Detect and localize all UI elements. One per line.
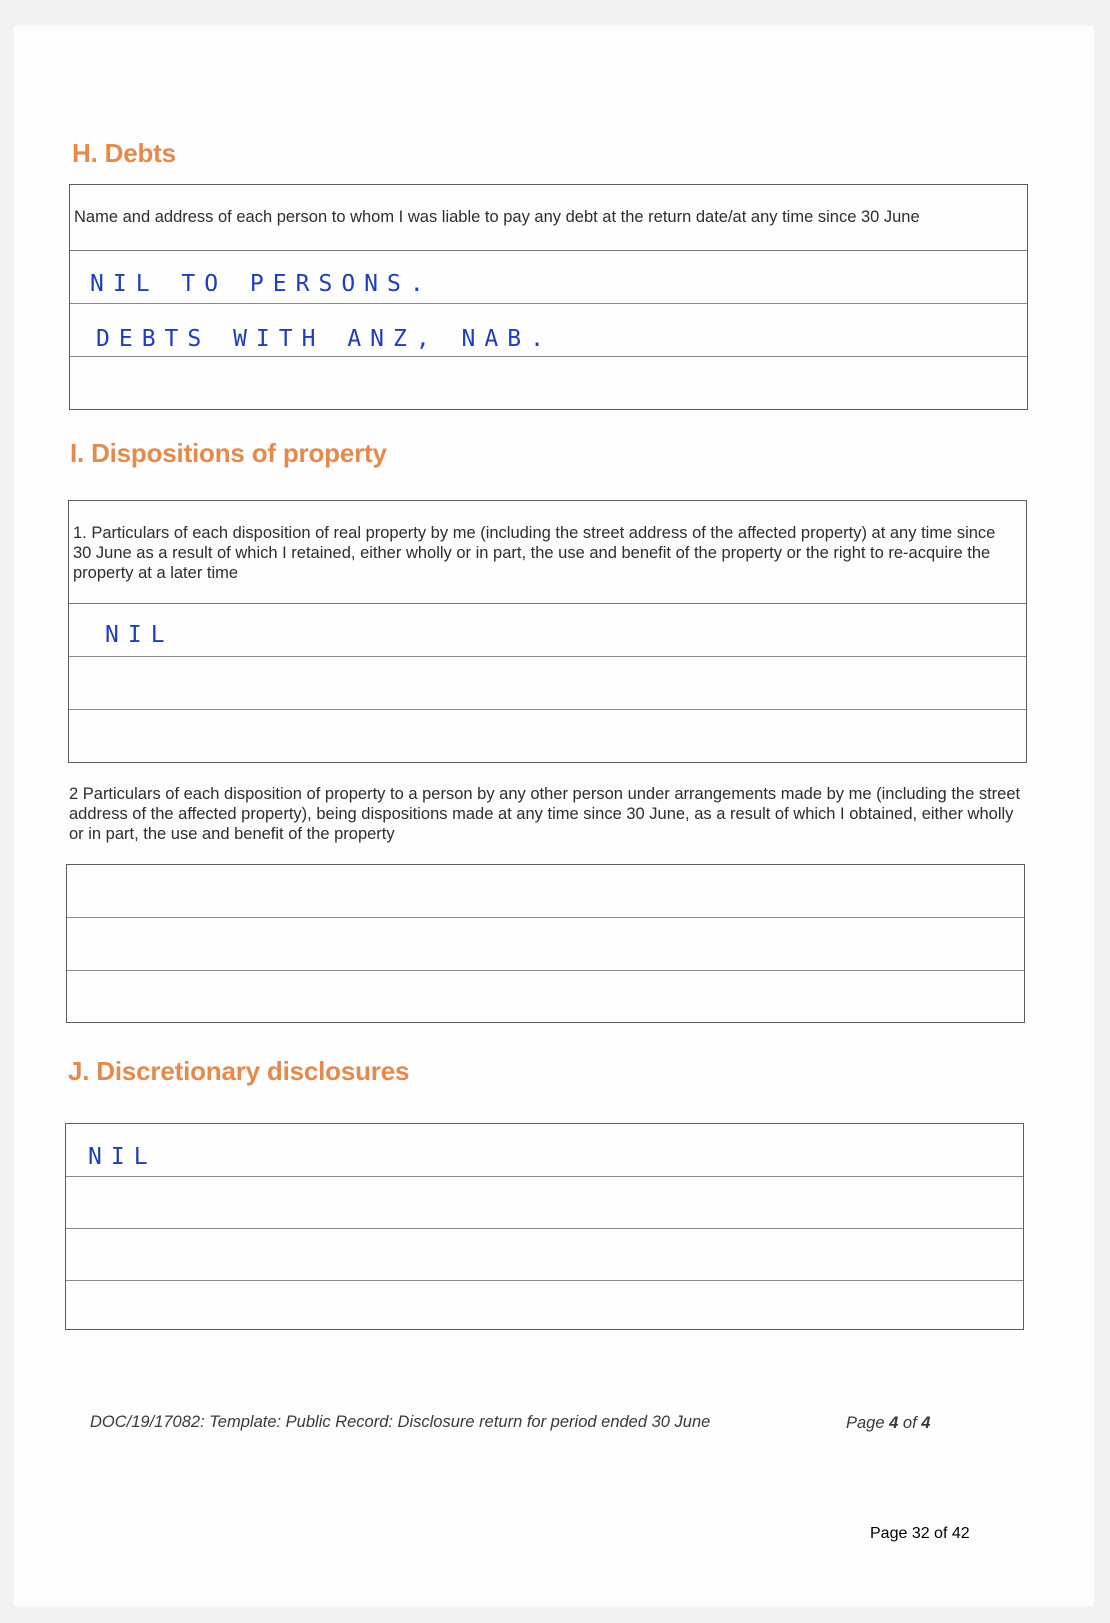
dispositions-q1-entry-1: NIL bbox=[105, 622, 174, 648]
footer-page-mid: of bbox=[898, 1414, 922, 1432]
dispositions-q1-row-2[interactable] bbox=[69, 657, 1026, 710]
footer-doc-reference: DOC/19/17082: Template: Public Record: Disclosure return for period ended 30 June bbox=[90, 1413, 711, 1431]
discretionary-entry-1: NIL bbox=[88, 1144, 157, 1170]
debts-prompt: Name and address of each person to whom I was liable to pay any debt at the return date/at any time since 30 June bbox=[70, 185, 1027, 251]
page-stamp: Page 32 of 42 bbox=[870, 1525, 970, 1542]
debts-entry-2: DEBTS WITH ANZ, NAB. bbox=[96, 326, 553, 352]
footer-page-total: 4 bbox=[921, 1414, 931, 1432]
dispositions-q1-row-3[interactable] bbox=[69, 710, 1026, 762]
discretionary-row-4[interactable] bbox=[66, 1281, 1023, 1329]
footer-page-current: 4 bbox=[889, 1414, 899, 1432]
dispositions-q2-row-3[interactable] bbox=[67, 971, 1024, 1022]
dispositions-q1-prompt: 1. Particulars of each disposition of real property by me (including the street address of the affected property) at any time since 30 June as a result of which I retained, either wholly or in part, the use and benefit of the property or the right to re-acquire the property at a later time bbox=[69, 501, 1026, 604]
section-title-debts: H. Debts bbox=[72, 138, 176, 168]
debts-row-2[interactable] bbox=[70, 304, 1027, 357]
dispositions-q2-prompt: 2 Particulars of each disposition of property to a person by any other person under arrangements made by me (including the street address of the affected property), being dispositions made at any time since 30 June, as a result of which I obtained, either wholly or in part, the use and benefit of the property bbox=[69, 785, 1021, 843]
section-title-dispositions: I. Dispositions of property bbox=[70, 438, 387, 468]
discretionary-table bbox=[65, 1123, 1024, 1330]
dispositions-q2-table bbox=[66, 864, 1025, 1023]
dispositions-q2-row-2[interactable] bbox=[67, 918, 1024, 971]
discretionary-row-3[interactable] bbox=[66, 1229, 1023, 1281]
dispositions-q1-row-1[interactable] bbox=[69, 604, 1026, 657]
discretionary-row-2[interactable] bbox=[66, 1177, 1023, 1229]
debts-table bbox=[69, 184, 1028, 410]
debts-entry-1: NIL TO PERSONS. bbox=[90, 271, 433, 297]
footer-page-prefix: Page bbox=[846, 1414, 890, 1432]
debts-row-1[interactable] bbox=[70, 251, 1027, 304]
footer-page-number bbox=[846, 1414, 930, 1433]
dispositions-q1-table bbox=[68, 500, 1027, 763]
section-title-discretionary: J. Discretionary disclosures bbox=[68, 1056, 410, 1086]
discretionary-row-1[interactable] bbox=[66, 1124, 1023, 1177]
dispositions-q2-row-1[interactable] bbox=[67, 865, 1024, 918]
debts-row-3[interactable] bbox=[70, 357, 1027, 409]
